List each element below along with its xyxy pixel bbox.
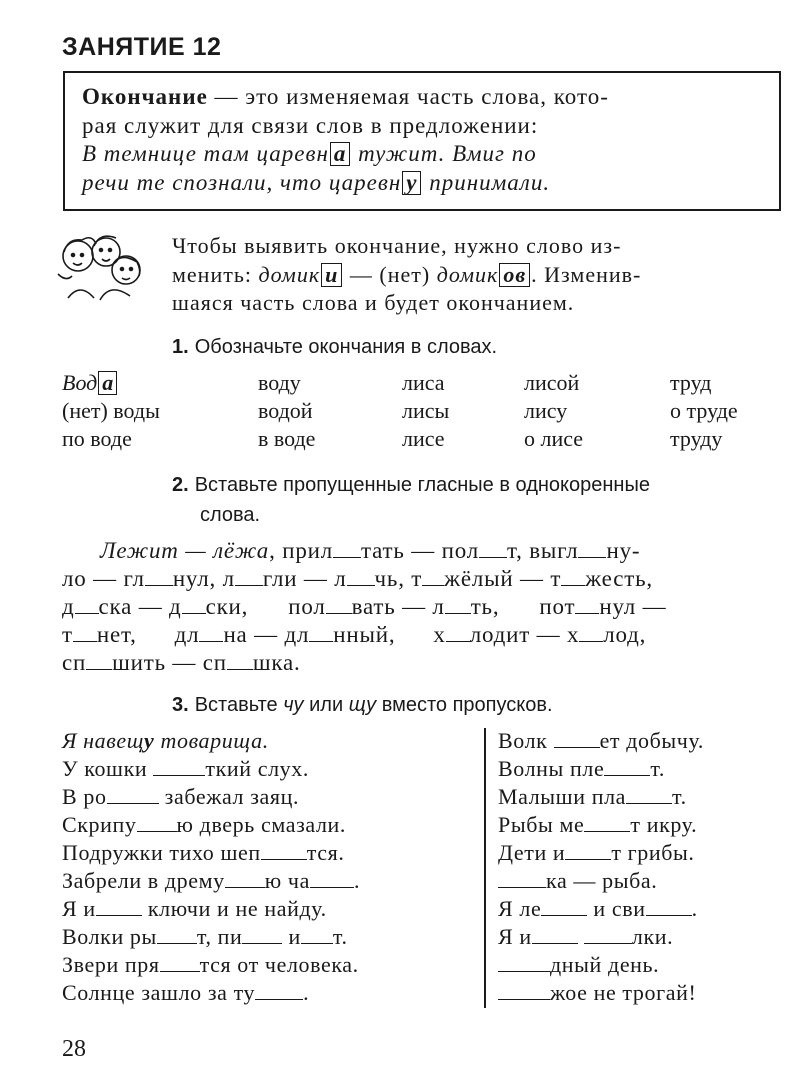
tip-line-3: шаяся часть слова и будет окончанием.	[172, 290, 575, 315]
task-3-left-item: Солнце зашло за ту .	[62, 980, 310, 1005]
task-1-word: (нет) воды	[62, 398, 160, 423]
task-3-left-item: Забрели в дрему ю ча .	[62, 868, 361, 893]
task-1-word: водой	[258, 398, 313, 423]
lesson-title: ЗАНЯТИЕ 12	[62, 33, 222, 61]
definition-example-2: речи те спознали, что царевн у принимали.	[82, 170, 551, 195]
ending-box: а	[330, 142, 351, 166]
task-3-left-item: Я навещу товарища.	[62, 728, 269, 753]
task-3-right-item: ка — рыба.	[498, 868, 657, 894]
task-2-heading: 2. Вставьте пропущенные гласные в однокоренные	[172, 474, 650, 496]
task-1-word: по воде	[62, 426, 132, 451]
task-1-word: лису	[524, 398, 568, 423]
task-3-right-item: Малыши пла т.	[498, 784, 687, 809]
task-2-line-3: д ска — д ски, пол вать — л ть, пот нул —	[62, 594, 667, 619]
task-1-word: труду	[670, 426, 723, 451]
task-2-heading-cont: слова.	[200, 504, 261, 526]
definition-line-2: рая служит для связи слов в предложении:	[82, 113, 539, 138]
ending-box: и	[321, 263, 342, 287]
task-3-left-item: У кошки ткий слух.	[62, 756, 309, 781]
task-1-word: лисе	[402, 426, 445, 451]
task-1-word: о лисе	[524, 426, 584, 451]
task-3-left-item: Подружки тихо шеп тся.	[62, 840, 345, 865]
task-1-word: о труде	[670, 398, 738, 423]
tip-line-1: Чтобы выявить окончание, нужно слово из-	[172, 233, 622, 258]
column-divider	[484, 728, 486, 1008]
task-3-right-item: жое не трогай!	[498, 980, 696, 1006]
task-3-left-item: Скрипу ю дверь смазали.	[62, 812, 347, 837]
task-1-word: лисой	[524, 370, 580, 395]
task-3-right-item: Волк ет добычу.	[498, 728, 704, 753]
task-3-left-item: Волки ры т, пи и т.	[62, 924, 348, 949]
task-2-line-1: Лежит — лёжа, прил тать — пол т, выгл ну-	[100, 538, 641, 563]
task-3-right-item: Я и лки.	[498, 924, 674, 949]
task-1-word: воду	[258, 370, 301, 395]
task-1-word: Вод а	[62, 370, 118, 396]
task-3-left-item: В ро забежал заяц.	[62, 784, 300, 809]
task-3-right-item: Дети и т грибы.	[498, 840, 695, 865]
ending-box: у	[402, 171, 421, 195]
task-2-line-2: ло — гл нул, л гли — л чь, т жёлый — т жесть,	[62, 566, 653, 591]
tip-line-2: менить: домик и — (нет) домик ов . Изменив-	[172, 262, 642, 287]
task-3-right-item: Волны пле т.	[498, 756, 666, 781]
task-3-right-item: Рыбы ме т икру.	[498, 812, 698, 837]
definition-example-1: В темнице там царевн а тужит. Вмиг по	[82, 141, 537, 166]
task-1-word: лисы	[402, 398, 450, 423]
task-2-line-4: т нет, дл на — дл нный, х лодит — х лод,	[62, 622, 647, 647]
task-1-heading: 1. Обозначьте окончания в словах.	[172, 336, 498, 358]
task-3-right-item: Я ле и сви .	[498, 896, 698, 921]
ending-box: а	[98, 371, 117, 395]
task-3-right-item: дный день.	[498, 952, 659, 978]
children-illustration	[48, 228, 148, 308]
task-1-word: в воде	[258, 426, 316, 451]
task-3-heading: 3. Вставьте чу или щу вместо пропусков.	[172, 694, 553, 716]
definition-line-1: Окончание — это изменяемая часть слова, кото-	[82, 84, 609, 109]
task-3-left-item: Звери пря тся от человека.	[62, 952, 359, 977]
page-number: 28	[62, 1036, 86, 1062]
task-1-word: труд	[670, 370, 712, 395]
task-2-line-5: сп шить — сп шка.	[62, 650, 301, 675]
task-1-word: лиса	[402, 370, 445, 395]
task-3-left-item: Я и ключи и не найду.	[62, 896, 327, 921]
ending-box: ов	[499, 263, 530, 287]
